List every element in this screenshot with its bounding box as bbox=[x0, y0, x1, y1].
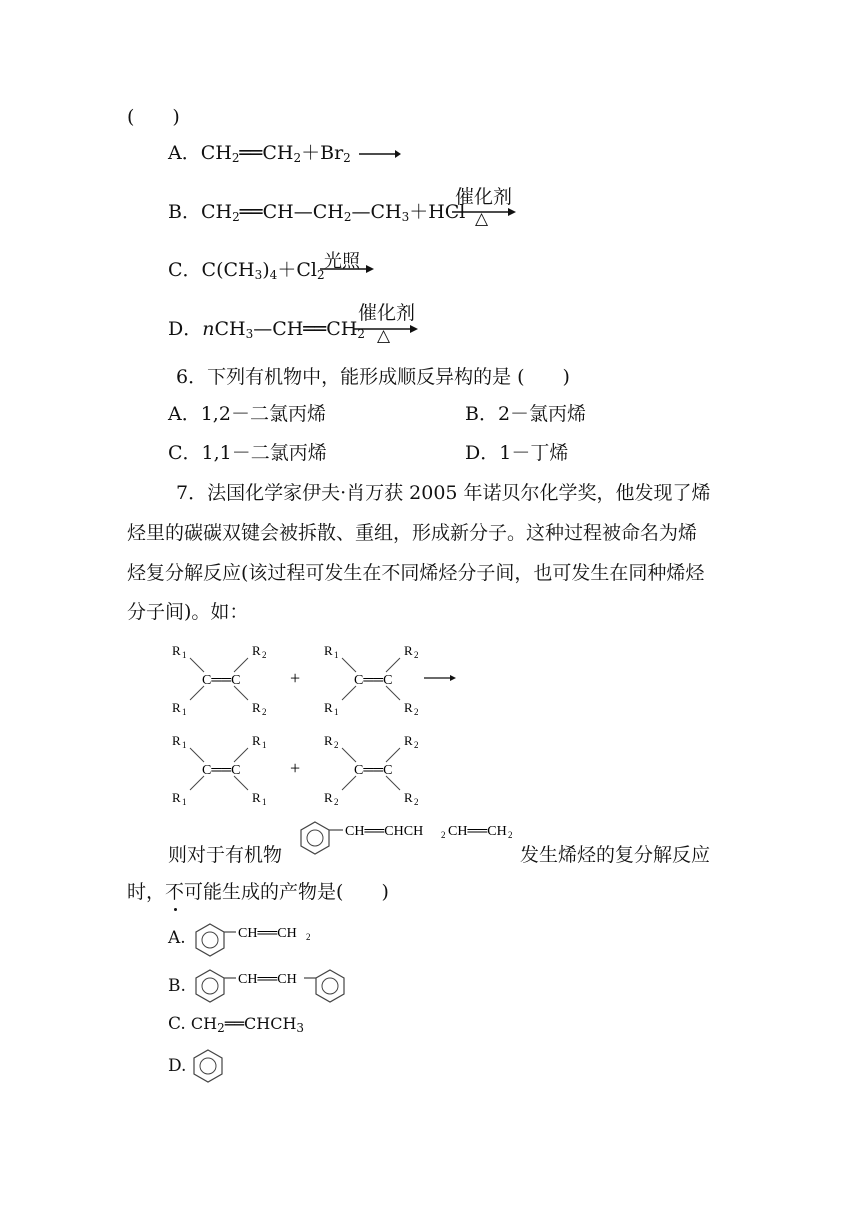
svg-text:CH══CH: CH══CH bbox=[448, 824, 507, 839]
q7-then-prefix: 则对于有机物 bbox=[168, 844, 283, 866]
svg-text:+: + bbox=[290, 758, 301, 778]
svg-text:CH══CH: CH══CH bbox=[238, 926, 297, 941]
stilbene-structure bbox=[192, 964, 362, 1006]
catalyst-condition: 催化剂 bbox=[455, 186, 513, 208]
q7-option-a[interactable]: A. CH══CH 2 bbox=[168, 918, 338, 958]
q5-option-b[interactable]: B．$CH_2══CH—CH_2—CH_3+HCl$ bbox=[168, 201, 466, 224]
heat-symbol: △ bbox=[377, 326, 391, 346]
svg-text:R: R bbox=[252, 700, 261, 715]
svg-text:R: R bbox=[324, 643, 333, 658]
svg-text:C══C: C══C bbox=[202, 763, 241, 778]
svg-text:1: 1 bbox=[262, 797, 267, 807]
q5-answer-bracket: ( ) bbox=[127, 106, 180, 128]
svg-text:R: R bbox=[324, 733, 333, 748]
q7-stem-line-1: 7．法国化学家伊夫·肖万获 2005 年诺贝尔化学奖，他发现了烯 bbox=[176, 482, 711, 504]
svg-text:C══C: C══C bbox=[354, 763, 393, 778]
scheme-arrow-icon bbox=[424, 675, 456, 681]
svg-text:2: 2 bbox=[262, 707, 267, 717]
alkene-r1r1-r2r2-2 bbox=[324, 643, 419, 717]
svg-text:CH══CH: CH══CH bbox=[238, 972, 297, 987]
svg-text:1: 1 bbox=[182, 650, 187, 660]
q6-option-d[interactable]: D．1－丁烯 bbox=[465, 442, 569, 464]
svg-text:2: 2 bbox=[414, 740, 419, 750]
svg-text:2: 2 bbox=[334, 797, 339, 807]
svg-text:R: R bbox=[404, 733, 413, 748]
svg-text:R: R bbox=[324, 790, 333, 805]
catalyst-condition: 催化剂 bbox=[358, 302, 416, 324]
benzene-structure bbox=[190, 1046, 230, 1086]
q7-stem-line-2: 烃里的碳碳双键会被拆散、重组，形成新分子。这种过程被命名为烯 bbox=[127, 522, 698, 544]
svg-text:1: 1 bbox=[334, 650, 339, 660]
svg-text:C══C: C══C bbox=[202, 673, 241, 688]
q7-option-c[interactable]: C. $CH_2══CHCH_3$ bbox=[168, 1014, 305, 1035]
svg-text:2: 2 bbox=[414, 797, 419, 807]
svg-text:2: 2 bbox=[414, 650, 419, 660]
heat-symbol: △ bbox=[475, 209, 489, 229]
q7-option-d[interactable]: D. bbox=[168, 1046, 248, 1086]
styrene-structure bbox=[192, 918, 342, 958]
q7-question: 时，不可能生成的产物是( ) bbox=[127, 881, 389, 903]
svg-text:2: 2 bbox=[262, 650, 267, 660]
svg-text:1: 1 bbox=[182, 797, 187, 807]
svg-text:R: R bbox=[404, 790, 413, 805]
svg-text:R: R bbox=[252, 790, 261, 805]
alkene-r1-product bbox=[172, 733, 267, 807]
svg-text:R: R bbox=[404, 643, 413, 658]
reaction-arrow-light-icon bbox=[318, 264, 374, 276]
q6-option-a[interactable]: A．1,2－二氯丙烯 bbox=[168, 403, 326, 425]
svg-text:CH══CHCH: CH══CHCH bbox=[345, 824, 424, 839]
svg-text:2: 2 bbox=[334, 740, 339, 750]
q7-stem-line-4: 分子间)。如： bbox=[127, 601, 249, 623]
phenyl-pentadiene-structure bbox=[297, 818, 522, 862]
svg-text:R: R bbox=[252, 733, 261, 748]
q5-option-c[interactable]: C．$C(CH_3)_4+Cl_2$ bbox=[168, 259, 325, 282]
svg-text:2: 2 bbox=[306, 932, 311, 942]
svg-text:2: 2 bbox=[441, 830, 446, 840]
svg-text:R: R bbox=[172, 700, 181, 715]
alkene-r2-product bbox=[324, 733, 419, 807]
svg-text:+: + bbox=[290, 668, 301, 688]
svg-text:1: 1 bbox=[262, 740, 267, 750]
q7-stem-line-3: 烃复分解反应(该过程可发生在不同烯烃分子间，也可发生在同种烯烃 bbox=[127, 562, 705, 584]
reaction-arrow-icon bbox=[357, 148, 401, 160]
svg-text:1: 1 bbox=[182, 707, 187, 717]
svg-text:2: 2 bbox=[414, 707, 419, 717]
svg-text:C══C: C══C bbox=[354, 673, 393, 688]
metathesis-scheme bbox=[160, 636, 480, 812]
q5-option-d[interactable]: D．$nCH_3—CH══CH_2$ bbox=[168, 318, 365, 341]
light-condition: 光照 bbox=[324, 251, 360, 272]
option-label: A． bbox=[168, 142, 201, 164]
q6-stem: 6．下列有机物中，能形成顺反异构的是 ( ) bbox=[176, 366, 570, 388]
svg-text:R: R bbox=[172, 733, 181, 748]
svg-text:R: R bbox=[324, 700, 333, 715]
q6-option-b[interactable]: B．2－氯丙烯 bbox=[465, 403, 587, 425]
svg-text:1: 1 bbox=[182, 740, 187, 750]
svg-text:R: R bbox=[404, 700, 413, 715]
svg-text:1: 1 bbox=[334, 707, 339, 717]
alkene-r1r1-r2r2-1 bbox=[172, 643, 267, 717]
q7-then-suffix: 发生烯烃的复分解反应 bbox=[520, 844, 711, 866]
svg-text:R: R bbox=[172, 790, 181, 805]
q6-option-c[interactable]: C．1,1－二氯丙烯 bbox=[168, 442, 327, 464]
q5-option-a[interactable]: A．$CH_2══CH_2+Br_2$ bbox=[168, 144, 401, 163]
emphasis-dot-not: 不 bbox=[165, 881, 185, 903]
svg-text:R: R bbox=[172, 643, 181, 658]
svg-text:R: R bbox=[252, 643, 261, 658]
svg-text:2: 2 bbox=[508, 830, 513, 840]
q7-option-b[interactable]: B. CH══CH bbox=[168, 964, 368, 1004]
